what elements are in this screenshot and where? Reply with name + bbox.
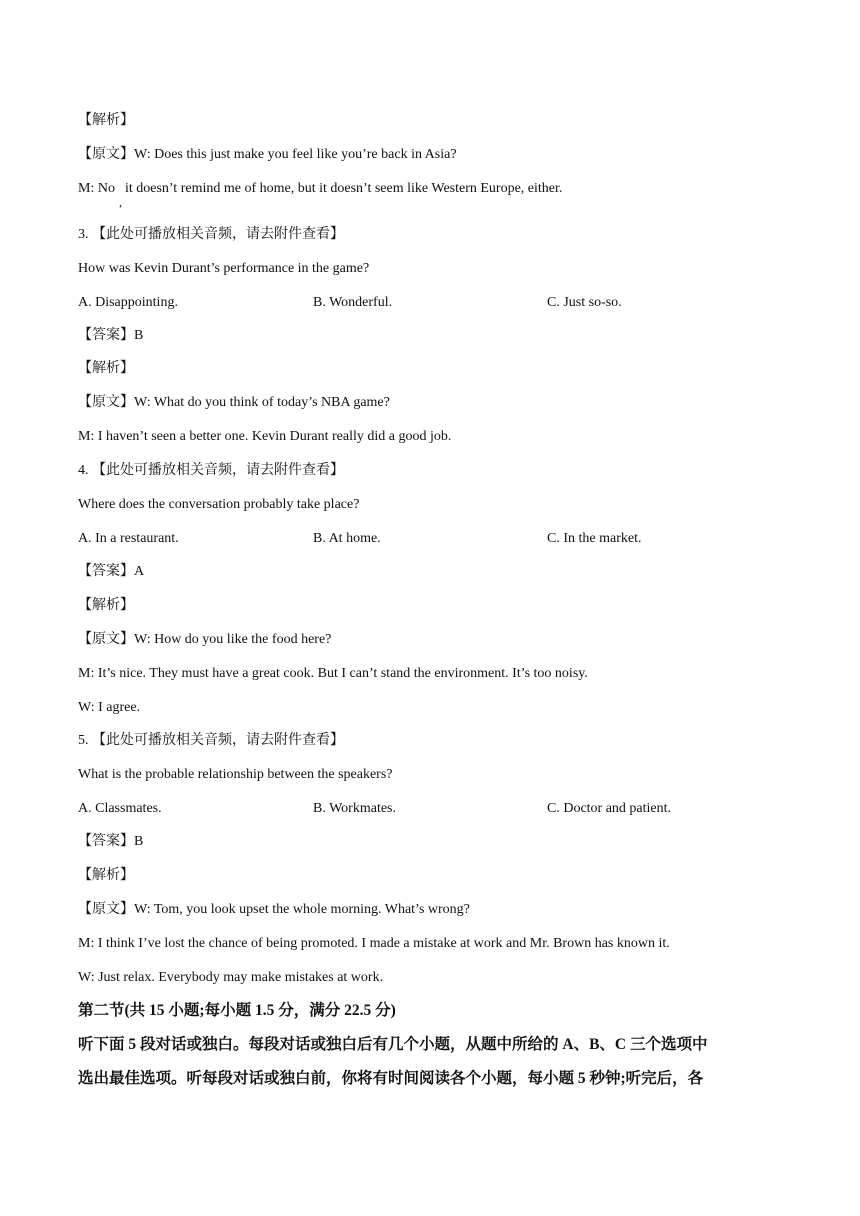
analysis-label: 【解析】 bbox=[78, 598, 134, 613]
question-3-answer: 【答案】B bbox=[78, 328, 144, 343]
transcript-fragment: M: No bbox=[78, 181, 115, 196]
question-5-option-a: A. Classmates. bbox=[78, 801, 162, 816]
question-3-header: 3. 【此处可播放相关音频，请去附件查看】 bbox=[78, 227, 344, 242]
transcript-line: W: I agree. bbox=[78, 700, 141, 715]
transcript-line: M: I haven’t seen a better one. Kevin Durant really did a good job. bbox=[78, 429, 452, 444]
transcript-line: 【原文】W: Tom, you look upset the whole morning. What’s wrong? bbox=[78, 902, 470, 917]
question-5-option-b: B. Workmates. bbox=[313, 801, 396, 816]
question-4-option-a: A. In a restaurant. bbox=[78, 531, 179, 546]
question-4-answer: 【答案】A bbox=[78, 564, 145, 579]
transcript-line: 【原文】W: How do you like the food here? bbox=[78, 632, 332, 647]
transcript-fragment: it doesn’t remind me of home, but it doesn’t seem like Western Europe, either. bbox=[124, 181, 563, 196]
question-4-option-c: C. In the market. bbox=[547, 531, 642, 546]
section-2-instructions: 听下面 5 段对话或独白。每段对话或独白后有几个小题，从题中所给的 A、B、C 三个选项中 bbox=[78, 1036, 708, 1053]
question-5-header: 5. 【此处可播放相关音频，请去附件查看】 bbox=[78, 733, 344, 748]
transcript-line: 【原文】W: Does this just make you feel like you’re back in Asia? bbox=[78, 147, 457, 162]
transcript-line: M: I think I’ve lost the chance of being promoted. I made a mistake at work and Mr. Brown has known it. bbox=[78, 936, 670, 951]
question-3-option-c: C. Just so-so. bbox=[547, 295, 622, 310]
analysis-label: 【解析】 bbox=[78, 361, 134, 376]
stray-comma: , bbox=[119, 195, 122, 209]
transcript-line: W: Just relax. Everybody may make mistakes at work. bbox=[78, 970, 384, 985]
section-2-title: 第二节(共 15 小题;每小题 1.5 分，满分 22.5 分) bbox=[78, 1002, 396, 1019]
analysis-label: 【解析】 bbox=[78, 868, 134, 883]
section-2-instructions: 选出最佳选项。听每段对话或独白前，你将有时间阅读各个小题，每小题 5 秒钟;听完后，各 bbox=[78, 1070, 704, 1087]
question-3-option-a: A. Disappointing. bbox=[78, 295, 178, 310]
transcript-line bbox=[78, 179, 562, 199]
transcript-line: M: It’s nice. They must have a great cook. But I can’t stand the environment. It’s too noisy. bbox=[78, 666, 588, 681]
question-3-text: How was Kevin Durant’s performance in the game? bbox=[78, 261, 370, 276]
question-5-answer: 【答案】B bbox=[78, 834, 144, 849]
transcript-line: 【原文】W: What do you think of today’s NBA game? bbox=[78, 395, 390, 410]
question-3-option-b: B. Wonderful. bbox=[313, 295, 393, 310]
question-5-option-c: C. Doctor and patient. bbox=[547, 801, 672, 816]
question-4-option-b: B. At home. bbox=[313, 531, 381, 546]
question-4-text: Where does the conversation probably take place? bbox=[78, 497, 360, 512]
analysis-label: 【解析】 bbox=[78, 113, 134, 128]
question-4-header: 4. 【此处可播放相关音频，请去附件查看】 bbox=[78, 463, 344, 478]
question-5-text: What is the probable relationship between the speakers? bbox=[78, 767, 393, 782]
